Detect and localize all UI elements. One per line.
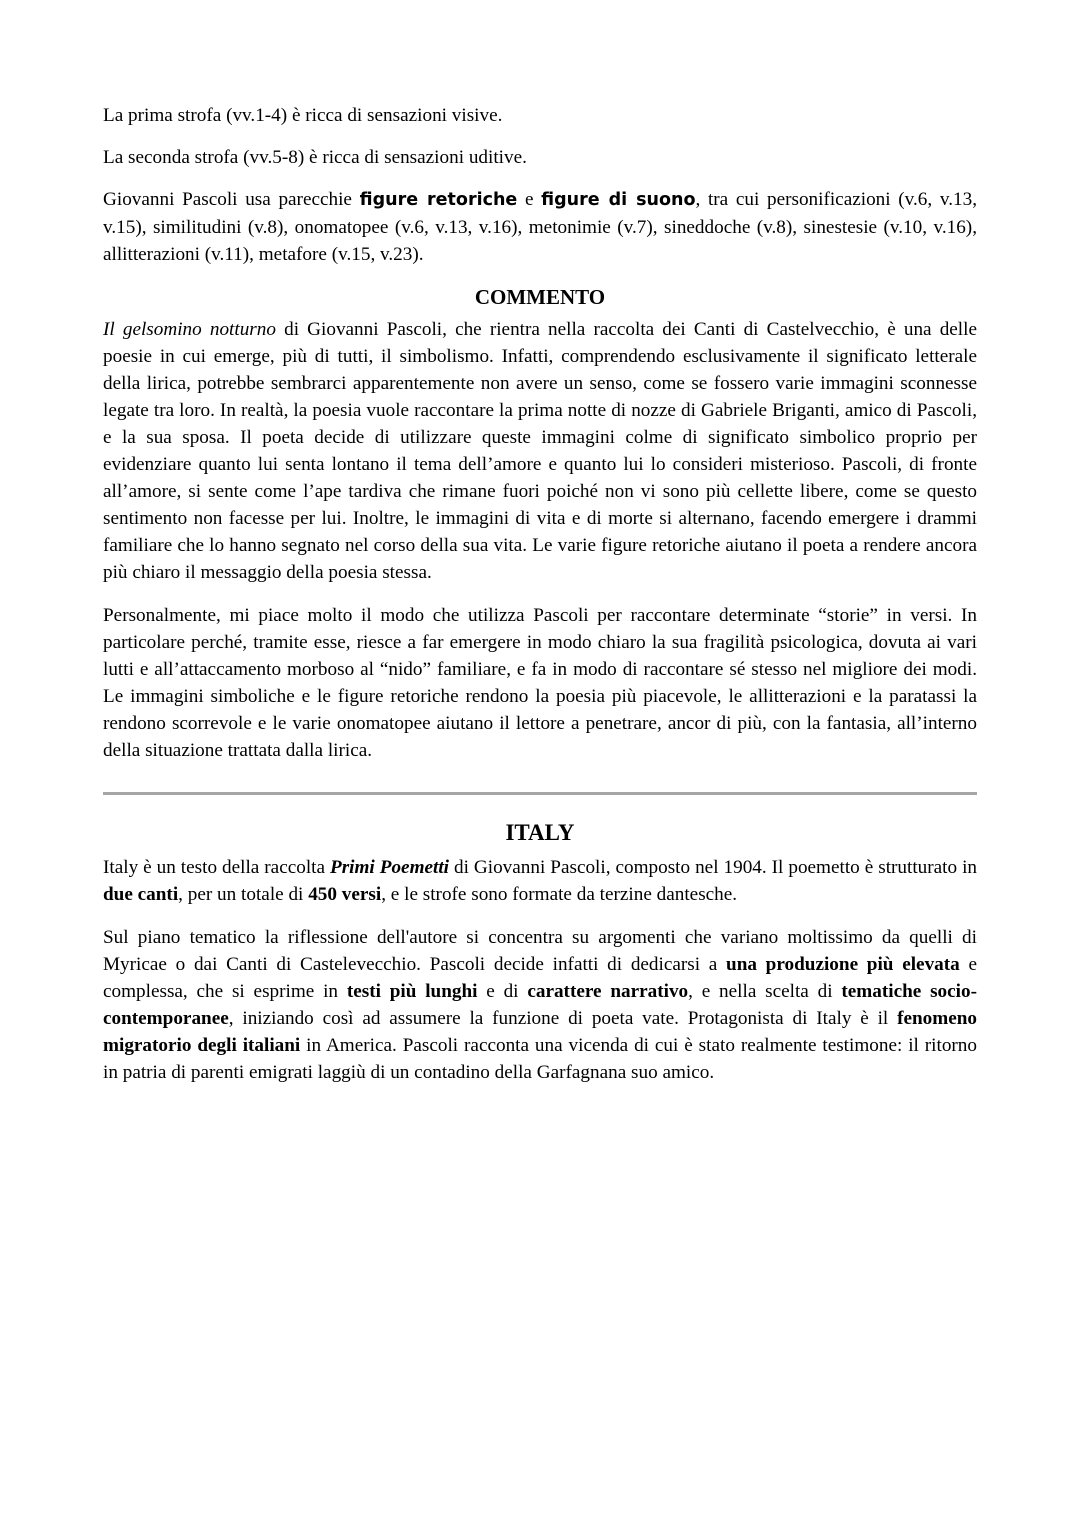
text-run: , iniziando così ad assumere la funzione di poeta vate. Protagonista di Italy è il: [228, 1008, 898, 1029]
text-run: in America. Pascoli racconta una vicenda di cui è stato realmente testimone: il ritorno in patria di parenti emigrati laggiù di un contadino della Garfagnana suo amico.: [103, 1035, 977, 1083]
italy-paragraph-1: [103, 854, 977, 908]
text-run: , per un totale di: [178, 884, 309, 905]
text-run: Giovanni Pascoli usa parecchie: [103, 189, 360, 210]
commento-paragraph-1: [103, 316, 977, 586]
italy-heading: ITALY: [505, 820, 575, 845]
seconda-strofa-line: La seconda strofa (vv.5-8) è ricca di sensazioni uditive.: [103, 147, 527, 168]
italy-paragraph-2: [103, 924, 977, 1086]
bold-carattere-narrativo: carattere narrativo: [527, 981, 689, 1002]
bold-produzione-elevata: una produzione più elevata: [726, 954, 960, 975]
text-run: e di: [477, 981, 528, 1002]
text-run: e complessa, che si esprime in: [103, 954, 977, 1002]
text-run: , tra cui personificazioni (v.6, v.13, v.15), similitudini (v.8), onomatopee (v.6, v.13, v.16), metonimie (v.7), sineddoche (v.8), sinestesie (v.10, v.16), allitterazioni (v.11), metafore (v.15, v.23).: [103, 189, 977, 265]
text-run: e: [517, 189, 542, 210]
prima-strofa-line: La prima strofa (vv.1-4) è ricca di sensazioni visive.: [103, 105, 503, 126]
bold-tematiche-socio-contemporanee: tematiche socio-contemporanee: [103, 981, 977, 1029]
poem-title-italic: Il gelsomino notturno: [103, 319, 276, 340]
text-run: , e nella scelta di: [688, 981, 842, 1002]
text-run: di Giovanni Pascoli, che rientra nella raccolta dei Canti di Castelvecchio, è una delle poesie in cui emerge, più di tutti, il simbolismo. Infatti, comprendendo esclusivamente il significato letterale della lirica, potrebbe sembrarci apparentemente non avere un senso, come se fossero varie immagini sconnesse legate tra loro. In realtà, la poesia vuole raccontare la prima notte di nozze di Gabriele Briganti, amico di Pascoli, e la sua sposa. Il poeta decide di utilizzare queste immagini colme di significato simbolico proprio per evidenziare quanto lui senta lontano il tema dell’amore e quanto lui lo consideri misterioso. Pascoli, di fronte all’amore, si sente come l’ape tardiva che rimane fuori poiché non vi sono più cellette libere, come se questo sentimento non facesse per lui. Inoltre, le immagini di vita e di morte si alternano, facendo emergere i drammi familiare che lo hanno segnato nel corso della sua vita. Le varie figure retoriche aiutano il poeta a rendere ancora più chiaro il messaggio della poesia stessa.: [103, 319, 977, 583]
bold-due-canti: due canti: [103, 884, 179, 905]
section-divider: [103, 792, 977, 795]
text-run: di Giovanni Pascoli, composto nel 1904. Il poemetto è strutturato in: [449, 857, 978, 878]
bold-fenomeno-migratorio: fenomeno migratorio degli italiani: [103, 1008, 977, 1056]
text-run: Sul piano tematico la riflessione dell'autore si concentra su argomenti che variano moltissimo da quelli di Myricae o dai Canti di Castelevecchio. Pascoli decide infatti di dedicarsi a: [103, 927, 977, 975]
commento-heading: COMMENTO: [474, 285, 606, 309]
text-run: , e le strofe sono formate da terzine dantesche.: [381, 884, 738, 905]
bold-figure-retoriche: figure retoriche: [359, 190, 518, 210]
bold-testi-lunghi: testi più lunghi: [346, 981, 478, 1002]
bold-figure-di-suono: figure di suono: [541, 190, 696, 210]
figure-retoriche-paragraph: [103, 186, 977, 268]
primi-poemetti-title: Primi Poemetti: [329, 857, 450, 878]
document-page: [103, 102, 977, 1102]
text-run: Italy è un testo della raccolta: [103, 857, 330, 878]
bold-450-versi: 450 versi: [308, 884, 382, 905]
commento-paragraph-2: Personalmente, mi piace molto il modo che utilizza Pascoli per raccontare determinate “storie” in versi. In particolare perché, tramite esse, riesce a far emergere in modo chiaro la sua fragilità psicologica, dovuta ai vari lutti e all’attaccamento morboso al “nido” familiare, e fa in modo di raccontare sé stesso nel migliore dei modi. Le immagini simboliche e le figure retoriche rendono la poesia più piacevole, le allitterazioni e la paratassi la rendono scorrevole e le varie onomatopee aiutano il lettore a penetrare, ancor di più, con la fantasia, all’interno della situazione trattata dalla lirica.: [103, 605, 977, 761]
